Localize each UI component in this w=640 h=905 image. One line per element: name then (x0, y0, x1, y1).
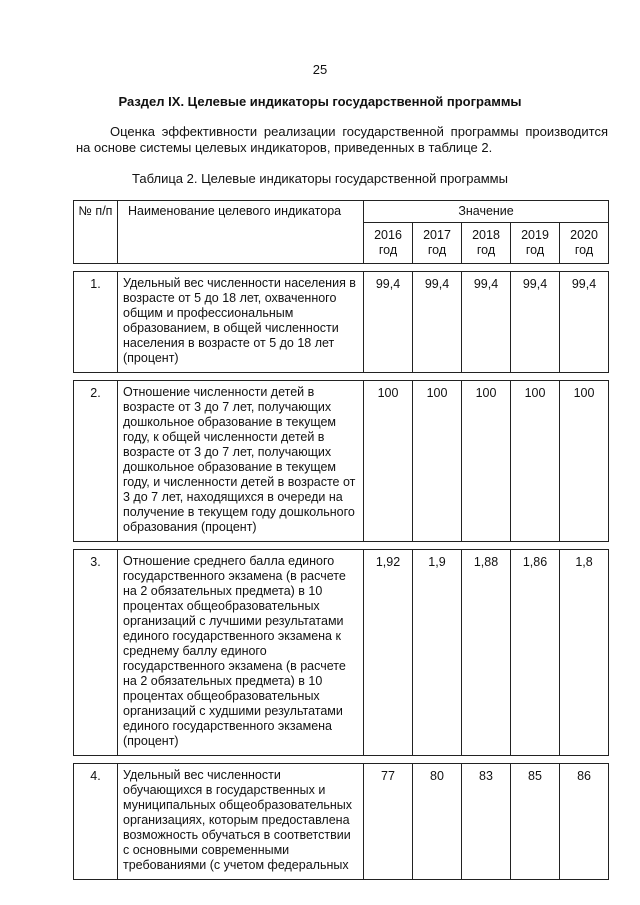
indicator-value: 83 (462, 764, 511, 880)
table-row (74, 272, 609, 373)
table-caption: Таблица 2. Целевые индикаторы государственной программы (132, 171, 508, 186)
indicator-name: Отношение численности детей в возрасте от 3 до 7 лет, получающих дошкольное образование в текущем году, к общей численности детей в возрасте от 3 до 7 лет, получающих дошкольное образование в текущем году, и численности детей в возрасте от 3 до 7 лет, находящихся в очереди на получение в текущем году дошкольного образования (процент) (118, 381, 364, 542)
row-num: 2. (74, 381, 118, 542)
header-year: 2020 год (560, 223, 609, 264)
header-year: 2019 год (511, 223, 560, 264)
indicator-value: 99,4 (511, 272, 560, 373)
indicator-value: 99,4 (560, 272, 609, 373)
intro-paragraph: Оценка эффективности реализации государственной программы производится на основе системы целевых индикаторов, приведенных в таблице 2. (76, 124, 608, 155)
header-year: 2018 год (462, 223, 511, 264)
indicator-value: 1,92 (364, 550, 413, 756)
header-value: Значение (364, 201, 609, 223)
section-title: Раздел IX. Целевые индикаторы государственной программы (118, 94, 522, 109)
indicator-value: 85 (511, 764, 560, 880)
header-num: № п/п (74, 201, 118, 264)
header-year: 2017 год (413, 223, 462, 264)
indicator-value: 1,9 (413, 550, 462, 756)
indicator-value: 100 (560, 381, 609, 542)
indicators-table (73, 200, 609, 880)
indicator-name: Удельный вес численности обучающихся в государственных и муниципальных общеобразовательных организациях, которым предоставлена возможность обучаться в соответствии с основными современными требованиями (с учетом федеральных (118, 764, 364, 880)
indicator-value: 77 (364, 764, 413, 880)
table-row (74, 381, 609, 542)
table-row (74, 764, 609, 880)
indicator-value: 1,8 (560, 550, 609, 756)
indicator-value: 100 (413, 381, 462, 542)
indicator-value: 86 (560, 764, 609, 880)
indicator-value: 80 (413, 764, 462, 880)
indicator-name: Удельный вес численности населения в возрасте от 5 до 18 лет, охваченного общим и профессиональным образованием, в общей численности населения в возрасте от 5 до 18 лет (процент) (118, 272, 364, 373)
indicator-value: 100 (462, 381, 511, 542)
indicator-value: 1,88 (462, 550, 511, 756)
row-num: 3. (74, 550, 118, 756)
indicator-value: 100 (364, 381, 413, 542)
indicator-value: 99,4 (462, 272, 511, 373)
table-row (74, 550, 609, 756)
header-year: 2016 год (364, 223, 413, 264)
indicator-value: 1,86 (511, 550, 560, 756)
indicator-value: 100 (511, 381, 560, 542)
header-indicator-name: Наименование целевого индикатора (118, 201, 364, 264)
indicator-name: Отношение среднего балла единого государственного экзамена (в расчете на 2 обязательных предмета) в 10 процентах общеобразовательных организаций с лучшими результатами единого государственного экзамена к среднему баллу единого государственного экзамена (в расчете на 2 обязательных предмета) в 10 процентах общеобразовательных организаций с худшими результатами единого государственного экзамена (процент) (118, 550, 364, 756)
row-num: 4. (74, 764, 118, 880)
page-number: 25 (312, 62, 328, 77)
row-num: 1. (74, 272, 118, 373)
indicator-value: 99,4 (413, 272, 462, 373)
indicator-value: 99,4 (364, 272, 413, 373)
